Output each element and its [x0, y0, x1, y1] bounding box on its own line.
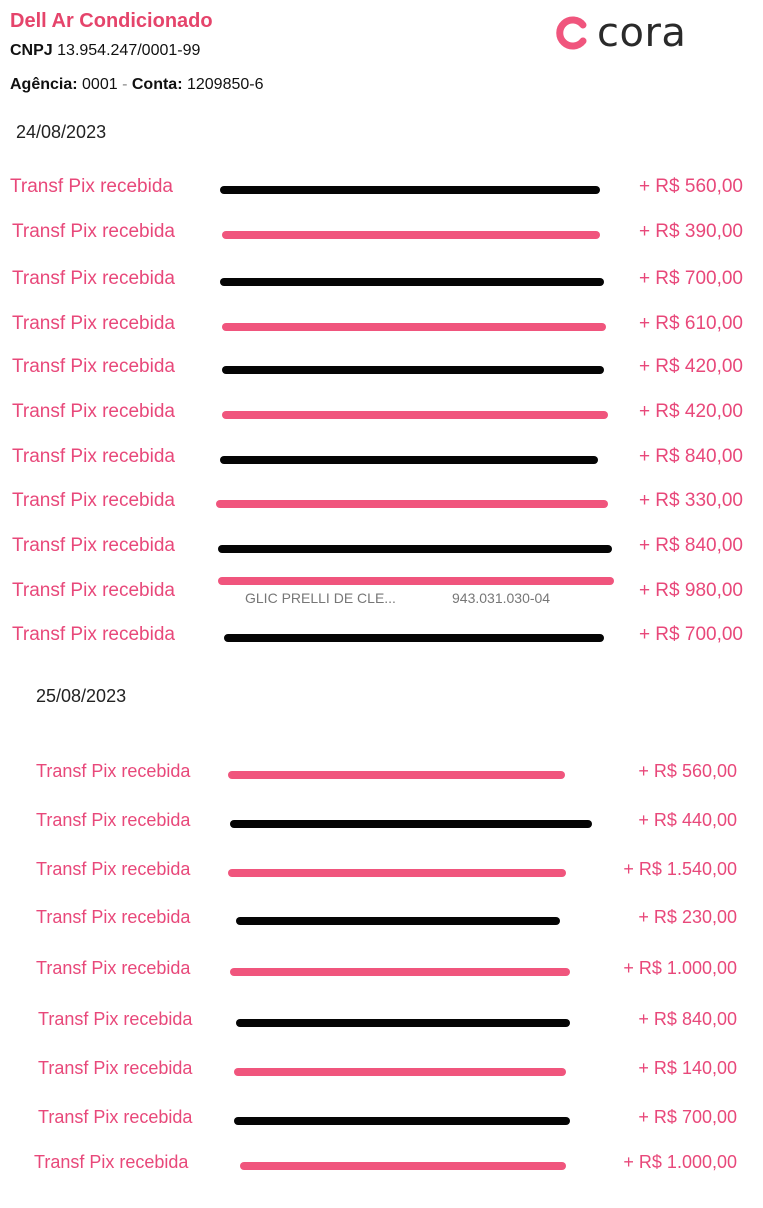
redaction-bar [222, 323, 606, 331]
account-line [10, 76, 263, 94]
transaction-amount: + R$ 440,00 [638, 810, 737, 830]
transaction-row [0, 907, 763, 937]
conta-value: 1209850-6 [186, 76, 264, 93]
transaction-description: Transf Pix recebida [36, 859, 191, 879]
transaction-amount: + R$ 390,00 [638, 221, 743, 242]
transaction-amount: + R$ 700,00 [638, 1107, 737, 1127]
transaction-amount: + R$ 700,00 [638, 624, 743, 645]
transaction-amount: + R$ 840,00 [638, 535, 743, 556]
transaction-row [0, 1058, 763, 1088]
cora-logo-icon [553, 15, 589, 51]
transaction-amount: + R$ 1.000,00 [623, 1152, 737, 1172]
transaction-row [0, 535, 763, 565]
conta-label: Conta: [131, 76, 183, 93]
transaction-amount: + R$ 610,00 [638, 313, 743, 334]
redaction-bar [234, 1117, 570, 1125]
transaction-description: Transf Pix recebida [12, 535, 175, 556]
transaction-row [0, 401, 763, 431]
transaction-description: Transf Pix recebida [38, 1009, 193, 1029]
transaction-amount: + R$ 700,00 [638, 268, 743, 289]
redaction-bar [218, 577, 614, 585]
transaction-description: Transf Pix recebida [38, 1107, 193, 1127]
redaction-bar [224, 634, 604, 642]
redaction-bar [222, 366, 604, 374]
transaction-description: Transf Pix recebida [36, 761, 191, 781]
cnpj-value: 13.954.247/0001-99 [57, 42, 201, 59]
redaction-bar [234, 1068, 566, 1076]
transaction-description: Transf Pix recebida [36, 810, 191, 830]
transaction-row [0, 761, 763, 791]
transaction-description: Transf Pix recebida [12, 313, 175, 334]
transaction-amount: + R$ 840,00 [638, 1009, 737, 1029]
company-name: Dell Ar Condicionado [10, 10, 213, 32]
transaction-amount: + R$ 420,00 [638, 401, 743, 422]
transaction-description: Transf Pix recebida [12, 580, 175, 601]
redaction-bar [230, 968, 570, 976]
transaction-description: Transf Pix recebida [12, 221, 175, 242]
transaction-row [0, 958, 763, 988]
transaction-amount: + R$ 560,00 [638, 176, 743, 197]
transaction-description: Transf Pix recebida [34, 1152, 189, 1172]
transaction-row [0, 1009, 763, 1039]
transaction-row [0, 810, 763, 840]
transaction-amount: + R$ 560,00 [638, 761, 737, 781]
section-date: 25/08/2023 [36, 686, 127, 706]
payer-document: 943.031.030-04 [452, 590, 551, 606]
redaction-bar [228, 771, 565, 779]
cora-logo-text: cora [597, 10, 687, 56]
transaction-description: Transf Pix recebida [12, 490, 175, 511]
transaction-description: Transf Pix recebida [10, 176, 173, 197]
redaction-bar [220, 456, 598, 464]
redaction-bar [230, 820, 592, 828]
redaction-bar [236, 917, 560, 925]
separator: - [122, 76, 128, 93]
payer-name: GLIC PRELLI DE CLE... [245, 590, 396, 606]
transaction-description: Transf Pix recebida [12, 356, 175, 377]
transaction-description: Transf Pix recebida [12, 268, 175, 289]
agencia-label: Agência: [10, 76, 78, 93]
redaction-bar [228, 869, 566, 877]
transaction-row [0, 624, 763, 654]
transaction-row [0, 221, 763, 251]
transaction-row [0, 356, 763, 386]
transaction-row [0, 268, 763, 298]
transaction-row [0, 490, 763, 520]
transaction-row [0, 1107, 763, 1137]
transaction-row [0, 446, 763, 476]
transaction-amount: + R$ 140,00 [638, 1058, 737, 1078]
transaction-row [0, 859, 763, 889]
transaction-amount: + R$ 1.000,00 [623, 958, 737, 978]
redaction-bar [220, 278, 604, 286]
transaction-amount: + R$ 840,00 [638, 446, 743, 467]
redaction-bar [240, 1162, 566, 1170]
transaction-amount: + R$ 230,00 [638, 907, 737, 927]
agencia-value: 0001 [82, 76, 118, 93]
transaction-amount: + R$ 420,00 [638, 356, 743, 377]
redaction-bar [236, 1019, 570, 1027]
redaction-bar [220, 186, 600, 194]
transaction-row [0, 313, 763, 343]
transaction-row [0, 176, 763, 206]
transaction-description: Transf Pix recebida [12, 624, 175, 645]
transaction-row [0, 1152, 763, 1182]
redaction-bar [222, 411, 608, 419]
transaction-amount: + R$ 330,00 [638, 490, 743, 511]
cnpj-label: CNPJ [10, 42, 53, 59]
transaction-description: Transf Pix recebida [36, 958, 191, 978]
section-date: 24/08/2023 [16, 122, 107, 142]
cnpj-line [10, 42, 200, 60]
transaction-description: Transf Pix recebida [12, 401, 175, 422]
transaction-description: Transf Pix recebida [12, 446, 175, 467]
transaction-amount: + R$ 1.540,00 [623, 859, 737, 879]
transaction-description: Transf Pix recebida [36, 907, 191, 927]
redaction-bar [222, 231, 600, 239]
transaction-description: Transf Pix recebida [38, 1058, 193, 1078]
transaction-amount: + R$ 980,00 [638, 580, 743, 601]
redaction-bar [216, 500, 608, 508]
transaction-row [0, 580, 763, 610]
cora-logo [553, 10, 686, 56]
redaction-bar [218, 545, 612, 553]
